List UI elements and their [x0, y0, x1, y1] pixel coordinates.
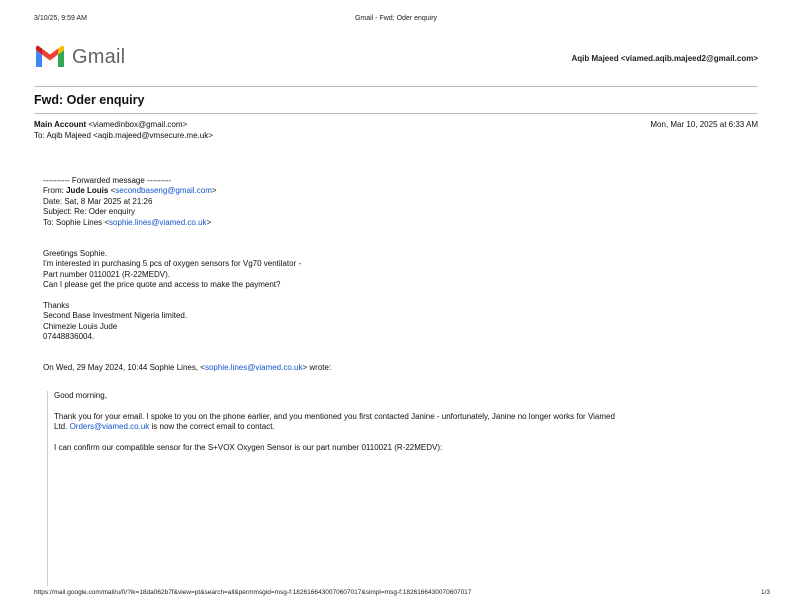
quoted-line: Thank you for your email. I spoke to you on the phone earlier, and you mentioned you first contacted Janine - unfortunately, Janine no longer works for Viamed: [54, 411, 615, 421]
forward-separator: ---------- Forwarded message ---------: [43, 176, 171, 185]
quoted-greeting: Good morning,: [54, 391, 107, 400]
forward-to-email-link[interactable]: sophie.lines@viamed.co.uk: [109, 217, 207, 227]
reply-attribution-suffix: > wrote:: [302, 363, 332, 373]
reply-attribution-prefix: On Wed, 29 May 2024, 10:44 Sophie Lines, <: [43, 363, 205, 373]
spacer: [43, 290, 758, 300]
forward-from: [43, 186, 758, 196]
quoted-line-suffix: is now the correct email to contact.: [149, 422, 275, 432]
forward-from-email-link[interactable]: secondbaseng@gmail.com: [115, 186, 212, 196]
print-title: Gmail - Fwd: Oder enquiry: [354, 15, 438, 22]
email-subject: Fwd: Oder enquiry: [34, 93, 145, 107]
gmail-logo[interactable]: [34, 44, 125, 70]
subject-divider: [34, 113, 758, 114]
forward-from-open: <: [108, 186, 116, 196]
sent-date: Mon, Mar 10, 2025 at 6:33 AM: [650, 120, 758, 129]
signature-line: 07448836004.: [43, 332, 95, 342]
message-line: Part number 0110021 (R-22MEDV).: [43, 269, 171, 279]
sender-name: Main Account: [34, 120, 87, 129]
spacer: [43, 342, 758, 352]
forward-subject: Subject: Re: Oder enquiry: [43, 207, 136, 217]
reply-attribution: [43, 363, 758, 373]
spacer: [54, 401, 758, 411]
quoted-line: [54, 422, 758, 432]
gmail-m-icon: [34, 45, 66, 69]
message-greeting: Greetings Sophie.: [43, 248, 108, 258]
sender-address: <viamedinbox@gmail.com>: [86, 120, 188, 129]
recipient-line: To: Aqib Majeed <aqib.majeed@vmsecure.me.uk>: [34, 131, 213, 140]
forward-from-close: >: [211, 186, 217, 196]
print-footer: [34, 589, 770, 599]
forward-from-label: From:: [43, 186, 67, 196]
print-timestamp: 3/10/25, 9:59 AM: [34, 15, 87, 22]
gmail-wordmark: Gmail: [72, 45, 126, 68]
forward-to-prefix: To: Sophie Lines <: [43, 217, 110, 227]
print-header: [34, 15, 758, 25]
spacer: [43, 353, 758, 363]
quoted-line-prefix: Ltd.: [54, 422, 70, 432]
reply-email-link[interactable]: sophie.lines@viamed.co.uk: [204, 363, 303, 373]
sender-line: [34, 120, 187, 129]
orders-email-link[interactable]: Orders@viamed.co.uk: [69, 422, 150, 432]
spacer: [43, 238, 758, 248]
spacer: [54, 433, 758, 443]
spacer: [43, 228, 758, 238]
account-identity: Aqib Majeed <viamed.aqib.majeed2@gmail.com>: [571, 54, 758, 63]
header-divider: [34, 86, 758, 87]
forward-to: [43, 218, 758, 228]
signature-line: Second Base Investment Nigeria limited.: [43, 311, 188, 321]
quoted-line: I can confirm our compatible sensor for the S+VOX Oxygen Sensor is our part number 0110021 (R-22MEDV):: [54, 443, 443, 452]
forward-from-name: Jude Louis: [66, 186, 109, 196]
forward-to-close: >: [206, 217, 212, 227]
message-line: I'm interested in purchasing 5 pcs of oxygen sensors for Vg70 ventilator -: [43, 259, 302, 269]
message-line: Can I please get the price quote and access to make the payment?: [43, 280, 281, 290]
signature-line: Chimezie Louis Jude: [43, 321, 118, 331]
page-number: 1/3: [760, 589, 770, 596]
print-url: https://mail.google.com/mail/u/0/?ik=18da062b7f&view=pt&search=all&permmsgid=msg-f:1826166430070607017&simpl=msg-f:1826166430070607017: [34, 589, 472, 596]
email-body: [43, 176, 758, 374]
forward-date: Date: Sat, 8 Mar 2025 at 21:26: [43, 196, 153, 206]
quoted-message: [47, 391, 758, 586]
message-thanks: Thanks: [43, 300, 70, 310]
